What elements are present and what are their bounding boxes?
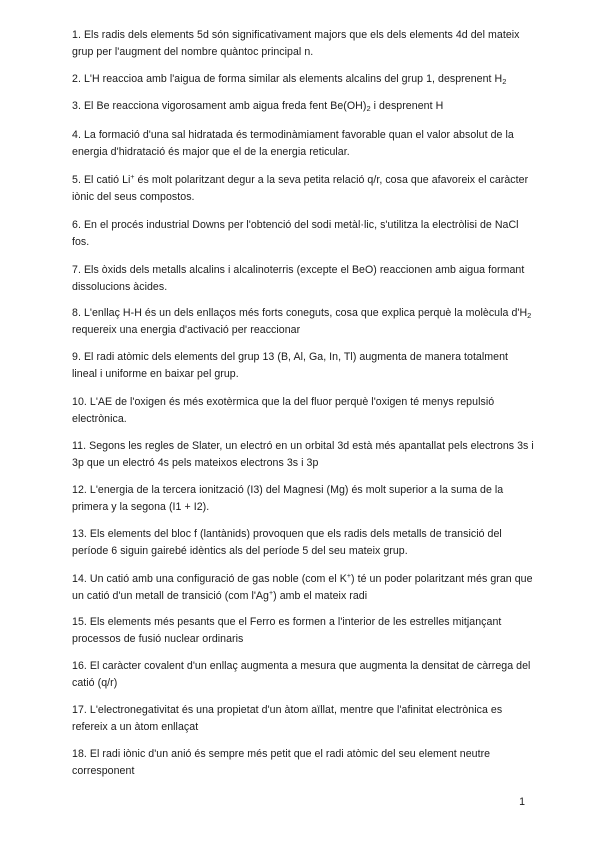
statement-17: 17. L'electronegativitat és una propietat d'un àtom aïllat, mentre que l'afinitat electrònica es refereix a un àtom enllaçat	[72, 704, 503, 733]
statement-9: 9. El radi atòmic dels elements del grup 13 (B, Al, Ga, In, Tl) augmenta de manera totalment lineal i uniforme en baixar pel grup.	[72, 351, 509, 380]
statement-4: 4. La formació d'una sal hidratada és termodinàmiament favorable quan el valor absolut de la energia d'hidratació és major que el de la energia reticular.	[72, 129, 514, 158]
statement-16: 16. El caràcter covalent d'un enllaç augmenta a mesura que augmenta la densitat de càrrega del catió (q/r)	[72, 660, 531, 689]
statement-12: 12. L'energia de la tercera ionització (I3) del Magnesi (Mg) és molt superior a la suma de la primera y la segona (I1 + I2).	[72, 484, 504, 513]
statement-2: 2. L'H reaccioa amb l'aigua de forma similar als elements alcalins del grup 1, desprenent $H_2$	[72, 73, 507, 86]
statement-11: 11. Segons les regles de Slater, un electró en un orbital 3d està més apantallat pels electrons 3s i 3p que un electró 4s pels mateixos electrons 3s i 3p	[72, 440, 534, 469]
statement-5: 5. El catió Li+ és molt polaritzant degur a la seva petita relació q/r, cosa que afavoreix el caràcter iònic del seus compostos.	[72, 174, 529, 203]
statement-1: 1. Els radis dels elements 5d són significativament majors que els dels elements 4d del mateix grup per l'augment del nombre quàntoc principal n.	[72, 29, 520, 58]
statement-7: 7. Els òxids dels metalls alcalins i alcalinoterris (excepte el BeO) reaccionen amb aigua formant dissolucions àcides.	[72, 264, 525, 293]
statement-14: 14. Un catió amb una configuració de gas noble (com el K+) té un poder polaritzant més gran que un catió d'un metall de transició (com l'Ag+) amb el mateix radi	[72, 573, 533, 602]
statement-3: 3. El Be reacciona vigorosament amb aigua freda fent $Be(OH)_2$ i desprenent H	[72, 100, 444, 113]
page-number: 1	[519, 796, 525, 808]
statement-15: 15. Els elements més pesants que el Ferro es formen a l'interior de les estrelles mitjançant processos de fusió nuclear ordinaris	[72, 616, 502, 645]
statement-8: 8. L'enllaç H-H és un dels enllaços més forts coneguts, cosa que explica perquè la molècula $d'H_2$ requereix una energia d'activació per reaccionar	[72, 307, 532, 336]
statement-18: 18. El radi iònic d'un anió és sempre més petit que el radi atòmic del seu element neutre corresponent	[72, 748, 491, 777]
statement-10: 10. L'AE de l'oxigen és més exotèrmica que la del fluor perquè l'oxigen té menys repulsió electrònica.	[72, 396, 495, 425]
statement-6: 6. En el procés industrial Downs per l'obtenció del sodi metàl·lic, s'utilitza la electròlisi de NaCl fos.	[72, 219, 519, 248]
statement-13: 13. Els elements del bloc f (lantànids) provoquen que els radis dels metalls de transició del període 6 siguin gairebé idèntics als del període 5 del seu mateix grup.	[72, 528, 502, 557]
